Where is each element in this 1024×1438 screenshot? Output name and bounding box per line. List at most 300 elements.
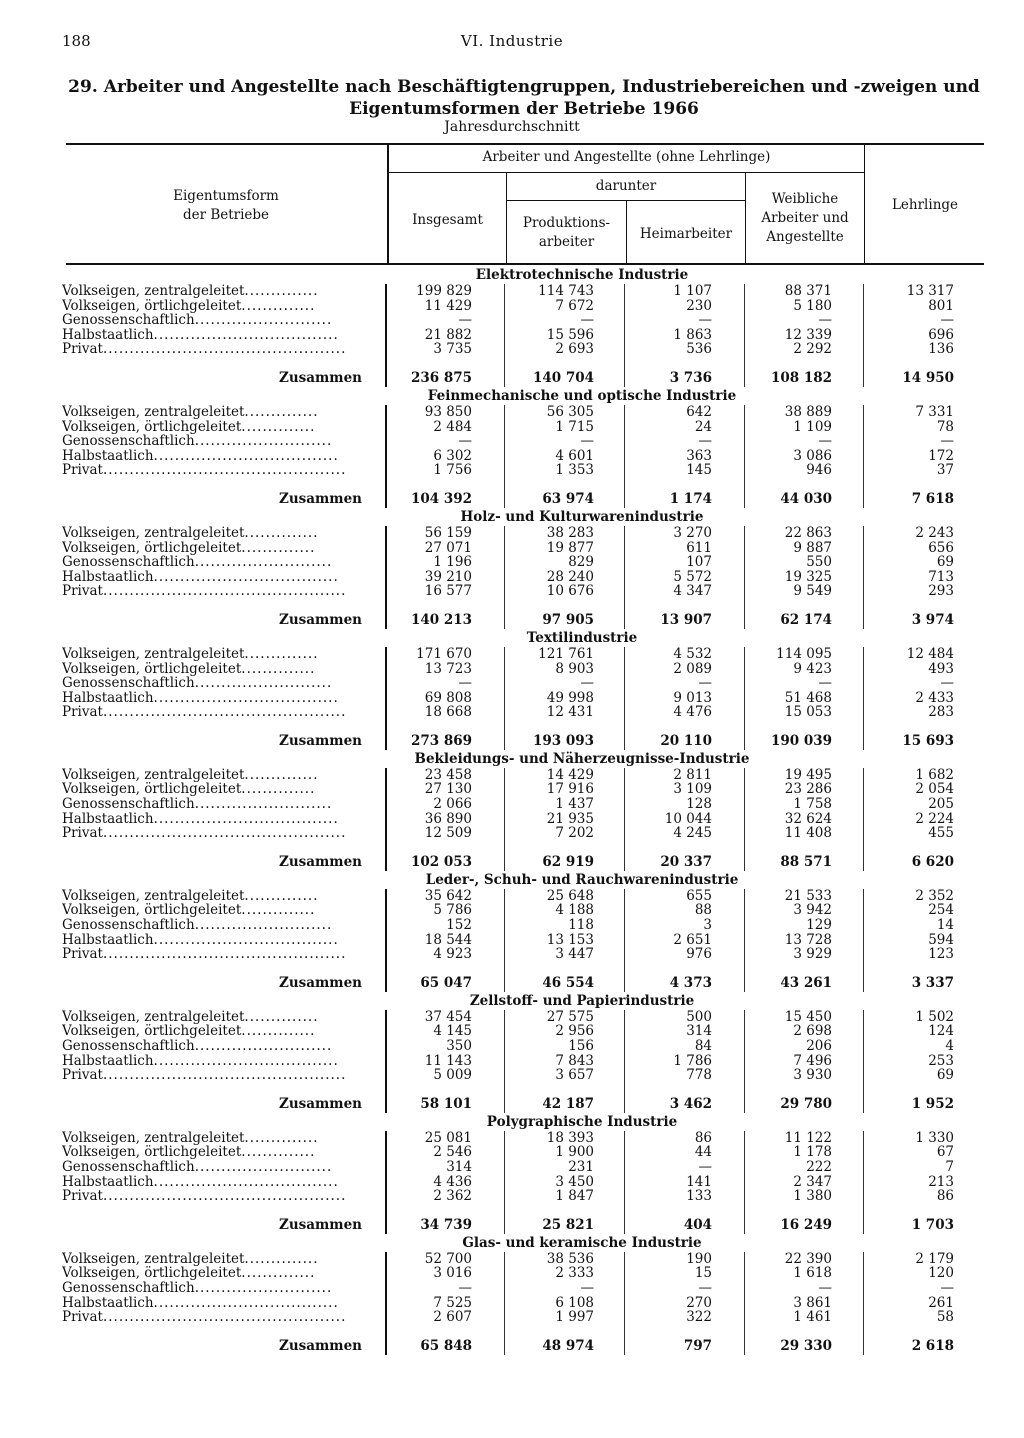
table-cell: 2 054 — [915, 781, 954, 798]
table-cell: 656 — [928, 539, 954, 556]
row-leader-dots: .............. — [244, 284, 319, 299]
table-cell: 4 532 — [673, 645, 712, 662]
row-leader-dots: .............. — [241, 540, 316, 556]
column-rule — [863, 405, 864, 508]
total-row — [0, 974, 1024, 992]
column-rule — [504, 768, 505, 871]
column-rule — [863, 526, 864, 629]
total-cell: 43 261 — [780, 974, 832, 991]
row-leader-dots: ................................... — [153, 932, 339, 948]
section-rows — [0, 405, 1024, 508]
section-rows — [0, 1010, 1024, 1113]
column-rule — [385, 1252, 387, 1355]
row-gap — [0, 841, 1024, 853]
row-gap — [0, 478, 1024, 490]
row-label: Genossenschaftlich — [62, 434, 195, 449]
table-row — [0, 584, 1024, 599]
table-cell: 3 450 — [555, 1173, 594, 1190]
table-cell: 32 624 — [784, 810, 832, 827]
row-leader-dots: ................................... — [153, 1053, 339, 1069]
row-header-line1: Eigentumsform — [173, 188, 279, 204]
column-rule — [744, 889, 745, 992]
total-row — [0, 1095, 1024, 1113]
table-row — [0, 768, 1024, 783]
section-rows — [0, 1131, 1024, 1234]
section-rows — [0, 889, 1024, 992]
total-label: Zusammen — [279, 1216, 362, 1233]
row-label: Halbstaatlich — [62, 1295, 154, 1311]
table-cell: 67 — [936, 1144, 954, 1161]
row-label-cell — [62, 826, 362, 841]
table-cell: 4 188 — [555, 902, 594, 919]
table-cell: — — [458, 1279, 472, 1296]
total-cell: 140 213 — [410, 611, 472, 628]
table-cell: 17 916 — [546, 781, 594, 798]
table-cell: 14 429 — [546, 766, 594, 783]
total-cell: 97 905 — [542, 611, 594, 628]
column-rule — [385, 1131, 387, 1234]
industry-section — [0, 750, 1024, 871]
table-cell: 4 476 — [673, 704, 712, 721]
row-gap — [0, 599, 1024, 611]
industry-section — [0, 1234, 1024, 1355]
row-label: Genossenschaftlich — [62, 676, 195, 691]
table-cell: 801 — [928, 297, 954, 314]
table-cell: 1 997 — [555, 1309, 594, 1326]
table-cell: 13 723 — [424, 660, 472, 677]
row-label-cell — [62, 434, 362, 449]
table-cell: 2 484 — [433, 418, 472, 435]
total-cell: 2 618 — [911, 1337, 954, 1354]
column-rule — [385, 889, 387, 992]
row-label: Privat — [62, 1189, 103, 1204]
row-label: Volkseigen, zentralgeleitet — [62, 767, 245, 783]
table-cell: 3 657 — [555, 1067, 594, 1084]
table-cell: 11 429 — [424, 297, 472, 314]
row-label: Genossenschaftlich — [62, 555, 195, 570]
row-leader-dots: .......................... — [194, 555, 333, 570]
column-rule — [385, 405, 387, 508]
table-title-text: Arbeiter und Angestellte nach Beschäftigtengruppen, Industriebereichen und -zweigen und Eigentumsformen der Betriebe 1966 — [103, 77, 980, 119]
table-cell: 205 — [928, 796, 954, 813]
total-cell: 65 848 — [420, 1337, 472, 1354]
table-cell: — — [818, 312, 832, 329]
table-cell: 1 109 — [793, 418, 832, 435]
column-header-insgesamt: Insgesamt — [412, 212, 483, 228]
table-cell: 2 066 — [433, 796, 472, 813]
table-cell: 2 347 — [793, 1173, 832, 1190]
row-label: Genossenschaftlich — [62, 1280, 195, 1296]
table-cell: — — [698, 675, 712, 692]
table-cell: 7 202 — [555, 825, 594, 842]
table-cell: 1 847 — [555, 1188, 594, 1205]
row-label-cell — [62, 570, 362, 585]
table-cell: 206 — [806, 1038, 832, 1054]
table-row — [0, 676, 1024, 691]
table-row — [0, 328, 1024, 343]
table-cell: 36 890 — [424, 810, 472, 827]
table-cell: 3 930 — [793, 1067, 832, 1084]
total-row — [0, 1216, 1024, 1234]
row-leader-dots: .............................................. — [102, 1068, 347, 1083]
column-rule — [624, 1131, 625, 1234]
table-cell: 231 — [568, 1158, 594, 1175]
total-cell: 29 780 — [780, 1095, 832, 1112]
row-label-cell — [62, 1054, 362, 1069]
table-cell: 51 468 — [784, 689, 832, 706]
table-cell: — — [818, 1279, 832, 1296]
section-title: Elektrotechnische Industrie — [475, 267, 689, 283]
table-cell: 500 — [686, 1008, 712, 1025]
row-leader-dots: .............................................. — [102, 705, 347, 720]
table-cell: 52 700 — [424, 1250, 472, 1267]
row-label: Volkseigen, örtlichgeleitet — [62, 540, 242, 556]
row-label-cell — [62, 313, 362, 328]
table-cell: 213 — [928, 1173, 954, 1190]
row-leader-dots: .............. — [244, 525, 319, 541]
weiblich-line3: Angestellte — [766, 229, 844, 245]
table-row — [0, 299, 1024, 314]
table-cell: 10 044 — [664, 810, 712, 827]
table-cell: — — [580, 312, 594, 329]
row-label-cell — [62, 662, 362, 677]
row-label-cell — [62, 676, 362, 691]
row-label-cell — [62, 584, 362, 599]
table-cell: 11 122 — [784, 1129, 832, 1146]
table-cell: — — [698, 1279, 712, 1296]
column-rule — [863, 647, 864, 750]
table-cell: 778 — [686, 1067, 712, 1084]
row-label: Halbstaatlich — [62, 811, 154, 827]
row-label-cell — [62, 1310, 362, 1325]
table-cell: 84 — [694, 1038, 712, 1054]
row-label: Volkseigen, zentralgeleitet — [62, 888, 245, 904]
table-cell: 199 829 — [416, 283, 472, 299]
column-rule — [385, 1010, 387, 1113]
row-label-cell — [62, 420, 362, 435]
table-cell: 2 433 — [915, 689, 954, 706]
table-cell: 3 — [703, 917, 712, 934]
row-leader-dots: .............. — [241, 298, 316, 314]
table-cell: 56 305 — [546, 403, 594, 420]
row-label-cell — [62, 405, 362, 420]
table-cell: 2 546 — [433, 1144, 472, 1161]
table-cell: 23 286 — [784, 781, 832, 798]
total-cell: 13 907 — [660, 611, 712, 628]
row-leader-dots: .............................................. — [102, 584, 347, 599]
table-cell: 14 — [936, 917, 954, 934]
row-label-cell — [62, 284, 362, 299]
table-cell: 655 — [686, 887, 712, 904]
row-label-cell — [62, 1068, 362, 1083]
row-label: Privat — [62, 342, 103, 357]
industry-section — [0, 387, 1024, 508]
row-label-cell — [62, 449, 362, 464]
row-leader-dots: .............. — [244, 1009, 319, 1025]
total-label: Zusammen — [279, 732, 362, 749]
row-leader-dots: .............. — [244, 767, 319, 783]
table-cell: 2 352 — [915, 887, 954, 904]
row-leader-dots: .............. — [241, 782, 316, 798]
table-row — [0, 1296, 1024, 1311]
section-title: Leder-, Schuh- und Rauchwarenindustrie — [425, 871, 739, 888]
table-cell: 4 145 — [433, 1023, 472, 1040]
table-cell: 2 956 — [555, 1023, 594, 1040]
row-label-cell — [62, 812, 362, 827]
table-cell: 25 081 — [424, 1129, 472, 1146]
column-header-weiblich — [746, 190, 864, 247]
total-cell: 1 703 — [911, 1216, 954, 1233]
row-label-cell — [62, 1039, 362, 1054]
industry-section — [0, 629, 1024, 750]
table-cell: 12 509 — [424, 825, 472, 842]
section-rows — [0, 768, 1024, 871]
table-cell: 22 863 — [784, 524, 832, 541]
column-rule — [385, 284, 387, 387]
table-row — [0, 405, 1024, 420]
table-cell: 222 — [806, 1158, 832, 1175]
table-cell: 1 353 — [555, 462, 594, 479]
column-rule — [504, 526, 505, 629]
column-rule — [624, 526, 625, 629]
table-cell: 28 240 — [546, 568, 594, 585]
row-label-cell — [62, 541, 362, 556]
page-number: 188 — [62, 32, 91, 50]
table-cell: 4 601 — [555, 447, 594, 464]
industry-section — [0, 1113, 1024, 1234]
table-cell: 171 670 — [416, 645, 472, 662]
table-cell: — — [458, 675, 472, 692]
row-label-cell — [62, 889, 362, 904]
row-leader-dots: .......................... — [194, 1159, 333, 1175]
total-cell: 190 039 — [770, 732, 832, 749]
table-cell: 5 572 — [673, 568, 712, 585]
row-label-cell — [62, 555, 362, 570]
table-cell: 18 544 — [424, 931, 472, 948]
table-row — [0, 1175, 1024, 1190]
total-cell: 3 974 — [911, 611, 954, 628]
table-cell: 123 — [928, 946, 954, 963]
row-leader-dots: .............................................. — [102, 1310, 347, 1325]
total-cell: 104 392 — [410, 490, 472, 507]
row-label-cell — [62, 647, 362, 662]
row-gap — [0, 1204, 1024, 1216]
table-cell: 611 — [686, 539, 712, 556]
row-label: Halbstaatlich — [62, 327, 154, 343]
table-cell: 2 698 — [793, 1023, 832, 1040]
row-leader-dots: .............. — [244, 1130, 319, 1146]
table-row — [0, 1068, 1024, 1083]
row-leader-dots: ................................... — [153, 327, 339, 343]
table-cell: — — [698, 312, 712, 329]
column-rule — [385, 526, 387, 629]
row-gap — [0, 1083, 1024, 1095]
total-cell: 3 736 — [669, 369, 712, 386]
table-cell: 2 607 — [433, 1309, 472, 1326]
row-label-cell — [62, 705, 362, 720]
table-cell: 15 053 — [784, 704, 832, 721]
total-cell: 404 — [683, 1216, 712, 1233]
table-cell: 1 618 — [793, 1265, 832, 1282]
table-cell: 5 180 — [793, 297, 832, 314]
table-cell: 38 283 — [546, 524, 594, 541]
table-cell: 114 095 — [776, 645, 832, 662]
produktion-line1: Produktions- — [522, 215, 611, 231]
table-row — [0, 705, 1024, 720]
row-label-cell — [62, 1281, 362, 1296]
table-cell: 2 693 — [555, 341, 594, 358]
table-cell: 1 758 — [793, 796, 832, 813]
row-gap — [0, 962, 1024, 974]
column-rule — [624, 889, 625, 992]
table-row — [0, 1024, 1024, 1039]
row-leader-dots: ................................... — [153, 1174, 339, 1190]
table-row — [0, 1039, 1024, 1054]
table-cell: 88 — [694, 902, 712, 919]
table-cell: 2 292 — [793, 341, 832, 358]
row-header-line2: der Betriebe — [182, 207, 270, 223]
row-leader-dots: .............................................. — [102, 342, 347, 357]
table-row — [0, 826, 1024, 841]
column-rule — [624, 405, 625, 508]
table-cell: 121 761 — [538, 645, 594, 662]
table-cell: 829 — [568, 554, 594, 571]
total-label: Zusammen — [279, 490, 362, 507]
total-cell: 58 101 — [420, 1095, 472, 1112]
table-cell: 550 — [806, 554, 832, 571]
row-leader-dots: .............. — [241, 1145, 316, 1160]
column-rule — [744, 1252, 745, 1355]
table-row — [0, 526, 1024, 541]
produktion-line2: arbeiter — [538, 234, 595, 250]
table-cell: 37 454 — [424, 1008, 472, 1025]
table-cell: 69 — [936, 554, 954, 571]
table-cell: — — [458, 312, 472, 329]
column-header-heimarbeiter: Heimarbeiter — [639, 226, 733, 242]
table-cell: 128 — [686, 796, 712, 813]
table-cell: 253 — [928, 1052, 954, 1069]
row-label: Volkseigen, örtlichgeleitet — [62, 782, 242, 798]
total-cell: 3 462 — [669, 1095, 712, 1112]
row-label: Privat — [62, 1310, 103, 1325]
total-cell: 236 875 — [410, 369, 472, 386]
table-cell: 9 549 — [793, 583, 832, 600]
total-cell: 1 174 — [669, 490, 712, 507]
column-rule — [744, 1131, 745, 1234]
row-leader-dots: .......................... — [194, 918, 333, 933]
table-cell: 86 — [936, 1188, 954, 1205]
table-cell: 455 — [928, 825, 954, 842]
table-cell: 141 — [686, 1173, 712, 1190]
row-gap — [0, 357, 1024, 369]
total-cell: 4 373 — [669, 974, 712, 991]
table-cell: 230 — [686, 297, 712, 314]
table-cell: 129 — [806, 917, 832, 934]
table-row — [0, 1010, 1024, 1025]
table-cell: 13 317 — [906, 283, 954, 299]
column-rule — [504, 647, 505, 750]
total-cell: 108 182 — [770, 369, 832, 386]
table-cell: 4 923 — [433, 946, 472, 963]
table-cell: 7 331 — [915, 403, 954, 420]
table-cell: 15 450 — [784, 1008, 832, 1025]
table-cell: — — [698, 433, 712, 450]
row-label-cell — [62, 328, 362, 343]
table-cell: — — [580, 675, 594, 692]
row-leader-dots: .......................... — [194, 1280, 333, 1296]
table-cell: 13 153 — [546, 931, 594, 948]
table-cell: — — [580, 433, 594, 450]
row-gap — [0, 720, 1024, 732]
row-leader-dots: .............. — [241, 903, 316, 919]
table-row — [0, 313, 1024, 328]
column-rule — [385, 768, 387, 871]
table-cell: 58 — [936, 1309, 954, 1326]
table-cell: 1 196 — [433, 554, 472, 571]
table-cell: 536 — [686, 341, 712, 358]
table-cell: 1 786 — [673, 1052, 712, 1069]
total-cell: 46 554 — [542, 974, 594, 991]
table-cell: 7 525 — [433, 1294, 472, 1311]
table-row — [0, 1266, 1024, 1281]
table-cell: 1 437 — [555, 796, 594, 813]
column-rule — [504, 405, 505, 508]
header-top-rule — [66, 143, 984, 145]
table-cell: 44 — [694, 1144, 712, 1161]
section-title: Holz- und Kulturwarenindustrie — [460, 508, 704, 525]
total-label: Zusammen — [279, 369, 362, 386]
row-label-cell — [62, 933, 362, 948]
column-rule — [863, 1131, 864, 1234]
table-cell: 56 159 — [424, 524, 472, 541]
column-header-produktion — [507, 214, 626, 252]
row-leader-dots: .......................... — [194, 313, 333, 328]
column-rule — [744, 284, 745, 387]
table-cell: 136 — [928, 341, 954, 358]
table-cell: 21 882 — [424, 326, 472, 343]
table-cell: 254 — [928, 902, 954, 919]
total-cell: 7 618 — [911, 490, 954, 507]
table-cell: — — [818, 433, 832, 450]
column-rule — [624, 647, 625, 750]
column-rule — [504, 284, 505, 387]
table-cell: 12 339 — [784, 326, 832, 343]
row-label: Privat — [62, 584, 103, 599]
table-cell: 8 903 — [555, 660, 594, 677]
section-title: Polygraphische Industrie — [486, 1113, 678, 1130]
header-group-underline — [389, 172, 864, 173]
row-label-cell — [62, 1024, 362, 1039]
total-cell: 193 093 — [532, 732, 594, 749]
row-label: Volkseigen, örtlichgeleitet — [62, 1266, 242, 1281]
table-cell: 114 743 — [538, 283, 594, 299]
section-title: Feinmechanische und optische Industrie — [427, 387, 737, 404]
table-row — [0, 889, 1024, 904]
table-cell: 2 651 — [673, 931, 712, 948]
row-label: Genossenschaftlich — [62, 1039, 195, 1054]
table-row — [0, 1054, 1024, 1069]
row-header-label — [66, 187, 386, 225]
header-bottom-rule — [66, 263, 984, 265]
column-rule — [744, 526, 745, 629]
total-cell: 65 047 — [420, 974, 472, 991]
column-group-header: Arbeiter und Angestellte (ohne Lehrlinge) — [482, 149, 771, 165]
table-row — [0, 1310, 1024, 1325]
row-label: Volkseigen, örtlichgeleitet — [62, 298, 242, 314]
table-cell: 15 596 — [546, 326, 594, 343]
section-rows — [0, 1252, 1024, 1355]
table-cell: 78 — [936, 418, 954, 435]
